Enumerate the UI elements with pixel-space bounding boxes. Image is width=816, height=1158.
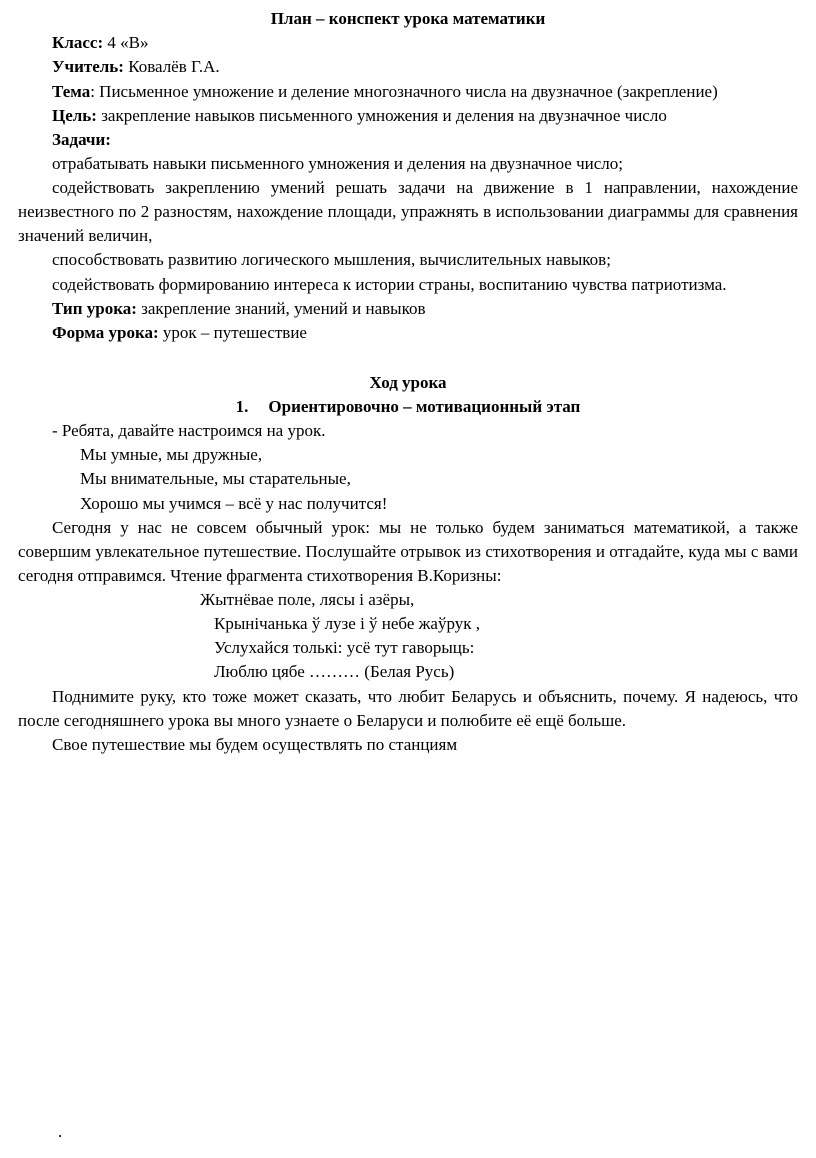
paragraph-raise-hand: Поднимите руку, кто тоже может сказать, что любит Беларусь и объяснить, почему. Я надеюсь, что после сегодняшнего урока вы много узнаете о Беларуси и полюбите её ещё больше. [18,686,798,730]
step-number: 1. [235,397,249,416]
field-class-label: Класс: [52,33,104,53]
task-item: отрабатывать навыки письменного умножения и деления на двузначное число; [52,153,623,173]
chant-line: Мы внимательные, мы старательные, [80,469,351,489]
spacer [18,345,798,371]
field-lesson-form-value: урок – путешествие [158,322,307,342]
step-title: Ориентировочно – мотивационный этап [268,397,581,416]
poem-line: Услухайся толькі: усё тут гаворыць: [214,638,475,658]
field-goal [18,104,798,128]
chant-line: Хорошо мы учимся – всё у нас получится! [80,493,388,513]
tasks-heading: Задачи: [52,129,111,149]
field-topic-label: Тема [52,81,91,101]
chant-line: Мы умные, мы дружные, [80,445,263,465]
field-teacher-value: Ковалёв Г.А. [123,57,220,77]
task-item: способствовать развитию логического мышления, вычислительных навыков; [52,250,611,270]
page-title: План – конспект урока математики [270,9,546,28]
field-teacher [18,55,798,79]
paragraph-today: Сегодня у нас не совсем обычный урок: мы не только будем заниматься математикой, а также совершим увлекательное путешествие. Послушайте отрывок из стихотворения и отгадайте, куда мы с вами сегодня отправимся. Чтение фрагмента стихотворения В.Коризны: [18,517,798,585]
paragraph-stations: Свое путешествие мы будем осуществлять по станциям [52,734,458,754]
field-topic-value: : Письменное умножение и деление многозначного числа на двузначное (закрепление) [90,81,718,101]
field-lesson-form [18,321,798,345]
field-teacher-label: Учитель: [52,57,124,77]
poem-line: Жытнёвае поле, лясы і азёры, [200,590,415,609]
field-topic [18,80,798,104]
field-lesson-form-label: Форма урока: [52,322,159,342]
footer-mark: . [58,1122,63,1141]
field-goal-value: закрепление навыков письменного умножения и деления на двузначное число [96,105,667,125]
poem-line: Крынічанька ў лузе і ў небе жаўрук , [214,614,480,634]
field-goal-label: Цель: [52,105,97,125]
lesson-course-heading: Ход урока [369,372,447,392]
intro-line: - Ребята, давайте настроимся на урок. [52,421,326,441]
step-heading [18,395,798,419]
task-item: содействовать формированию интереса к истории страны, воспитанию чувства патриотизма. [52,274,727,294]
field-lesson-type [18,297,798,321]
field-tasks-label [18,128,798,152]
poem-line: Люблю цябе ……… (Белая Русь) [214,662,455,682]
task-item: содействовать закреплению умений решать задачи на движение в 1 направлении, нахождение неизвестного по 2 разностям, нахождение площади, упражнять в использовании диаграммы для сравнения значений величин, [18,178,798,246]
field-lesson-type-label: Тип урока: [52,298,137,318]
field-class [18,31,798,55]
field-class-value: 4 «В» [103,33,149,53]
field-lesson-type-value: закрепление знаний, умений и навыков [136,298,426,318]
